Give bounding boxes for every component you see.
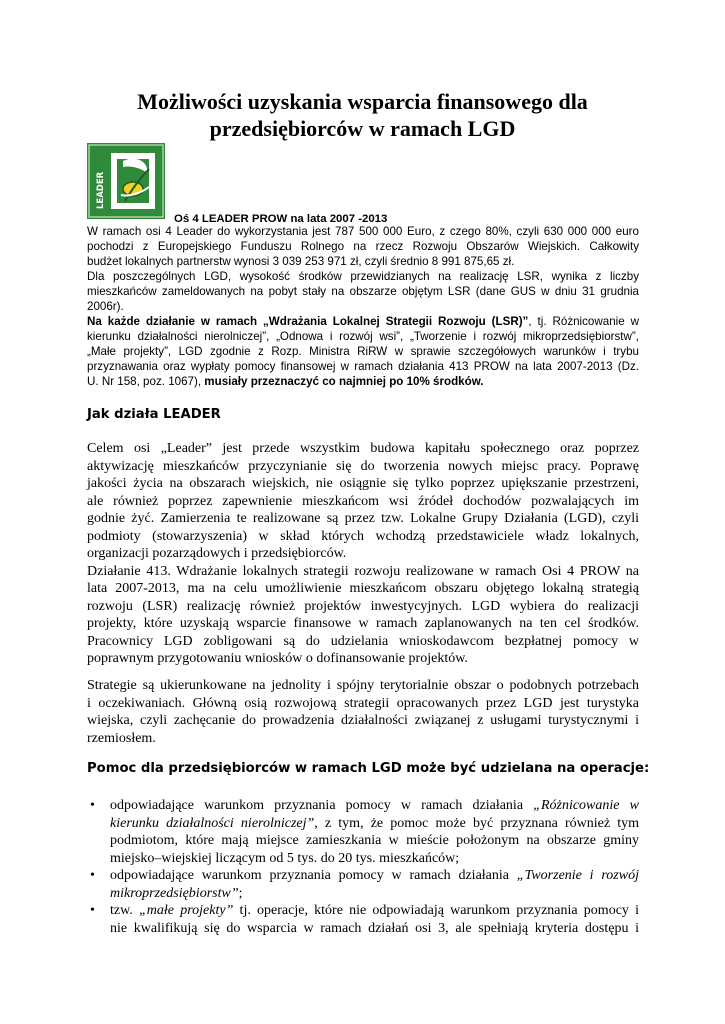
intro-line: [87, 374, 639, 389]
intro-line: W ramach osi 4 Leader do wykorzystania jest 787 500 000 Euro, z czego 80%, czyli 630 000 000 euro: [87, 225, 639, 238]
text-line: [110, 867, 639, 885]
bullet-icon: •: [90, 868, 95, 883]
leader-logo: [87, 143, 165, 219]
text-line: wiejska, czyli zachęcanie do prowadzenia działalności związanej z usługami turystycznymi i: [87, 713, 639, 728]
text-line: ale również poprzez zapewnienie mieszkańcom wsi źródeł dochodów pozwalających im: [87, 493, 639, 509]
list-item: [87, 902, 639, 937]
text-run: odpowiadające warunkom przyznania pomocy w ramach działania: [110, 798, 534, 813]
text-run: ;: [238, 885, 243, 901]
intro-text: [87, 224, 639, 389]
text-line: miejsko–wiejskiej liczącym od 5 tys. do 20 tys. mieszkańców;: [110, 850, 460, 866]
text-line: nie kwalifikują się do wsparcia w ramach działań osi 3, ale spełniają kryteria dostępu i: [110, 920, 639, 936]
intro-line: pochodzi z Europejskiego Funduszu Rolnego na rzecz Rozwoju Obszarów Wiejskich. Całkowity: [87, 240, 639, 253]
text-line: [110, 902, 639, 920]
text-line: aktywizację mieszkańców przyczynianie się do tworzenia nowych miejsc pracy. Poprawę: [87, 458, 639, 474]
page-title: [80, 88, 645, 142]
text-line: projekty, które uzyskają wsparcie finansowe w ramach zaplanowanych na ten cel środków.: [87, 616, 639, 631]
measure-name: „małe projekty”: [139, 903, 234, 918]
program-subtitle: Oś 4 LEADER PROW na lata 2007 -2013: [174, 213, 388, 225]
text-run: tzw.: [110, 903, 140, 918]
measure-name: mikroprzedsiębiorstw”: [110, 885, 239, 901]
intro-line: kierunku działalności nierolniczej”, „Odnowa i rozwój wsi”, „Tworzenie i rozwój mikroprzedsiębiorstw”,: [87, 330, 639, 343]
text-line: Pracownicy LGD zobligowani są do udzielania wnioskodawcom bezpłatnej pomocy w: [87, 633, 639, 649]
title-line-2: przedsiębiorców w ramach LGD: [209, 116, 516, 141]
text-line: organizacji pozarządowych i przedsiębiorców.: [87, 546, 347, 561]
strategy-paragraph: [87, 677, 639, 747]
text-line: podmioty (stowarzyszenia) w skład których wchodzą przedstawiciele władz lokalnych,: [87, 528, 639, 544]
text-line: Strategie są ukierunkowane na jednolity i spójny terytorialnie obszar o podobnych potrzebach: [87, 678, 639, 693]
text-line: godnie żyć. Zamierzenia te realizowane są przez tzw. Lokalne Grupy Działania (LGD), czyli: [87, 511, 639, 526]
section-heading-support: Pomoc dla przedsiębiorców w ramach LGD może być udzielana na operacje:: [87, 761, 650, 776]
measure-name: kierunku działalności nierolniczej”: [110, 815, 315, 831]
list-item: [87, 797, 639, 867]
intro-line-rest: , tj. Różnicowanie w: [528, 315, 639, 328]
text-line: [110, 797, 639, 815]
operations-list: [87, 797, 639, 937]
text-line: poprawnym przygotowaniu wniosków o dofinansowanie projektów.: [87, 651, 468, 666]
min-funds-emphasis: musiały przeznaczyć co najmniej po 10% środków.: [204, 375, 484, 388]
bullet-icon: •: [90, 903, 95, 918]
title-line-1: Możliwości uzyskania wsparcia finansowego dla: [137, 89, 588, 114]
text-line: Działanie 413. Wdrażanie lokalnych strategii rozwoju realizowane w ramach Osi 4 PROW na: [87, 563, 639, 579]
text-run: , z tym, że pomoc może być przyznana również tym: [314, 815, 639, 831]
intro-line: Dla poszczególnych LGD, wysokość środków przewidzianych na realizację LSR, wynika z liczby: [87, 270, 639, 283]
intro-line: przyznawania oraz wypłaty pomocy finansowej w ramach działania 413 PROW na lata 2007-2013 (Dz.: [87, 360, 639, 373]
text-line: rozwoju (LSR) realizację również projektów inwestycyjnych. LGD wybiera do realizacji: [87, 598, 639, 614]
text-run: tj. operacje, które nie odpowiadają warunkom przyznania pomocy i: [233, 903, 639, 918]
text-line: [110, 815, 639, 833]
text-line: [110, 885, 639, 903]
intro-line: „Małe projekty”, LGD zgodnie z Rozp. Ministra RiRW w sprawie szczegółowych warunków i trybu: [87, 345, 639, 358]
intro-line: 2006r).: [87, 300, 124, 313]
logo-text: LEADER: [96, 171, 106, 209]
text-line: lata 2007-2013, ma na celu umożliwienie mieszkańcom obszaru objętego lokalną strategią: [87, 581, 639, 596]
measure-name: „Tworzenie i rozwój: [516, 868, 639, 883]
text-line: rzemiosłem.: [87, 730, 156, 746]
intro-line: [87, 314, 639, 329]
bullet-icon: •: [90, 798, 95, 813]
text-line: jakości życia na obszarach wiejskich, nie osiągnie się tylko poprzez upiększanie przestrzeni,: [87, 476, 639, 491]
text-line: podmiotom, które mają miejsce zamieszkania w mieście położonym na obszarze gminy: [110, 833, 639, 848]
text-run: odpowiadające warunkom przyznania pomocy w ramach działania: [110, 868, 517, 883]
legal-reference: U. Nr 158, poz. 1067),: [87, 375, 205, 388]
leader-description: [87, 440, 639, 668]
text-line: i oczekiwaniach. Główną osią rozwojową strategii opracowanych przez LGD jest turystyka: [87, 695, 639, 711]
lsr-emphasis: Na każde działanie w ramach „Wdrażania Lokalnej Strategii Rozwoju (LSR)”: [87, 315, 529, 328]
measure-name: „Różnicowanie w: [533, 798, 639, 813]
intro-line: budżet lokalnych partnerstw wynosi 3 039 253 971 zł, czyli średnio 8 991 875,65 zł.: [87, 255, 515, 268]
text-line: Celem osi „Leader” jest przede wszystkim budowa kapitału społecznego oraz poprzez: [87, 441, 639, 456]
section-heading-leader: Jak działa LEADER: [87, 407, 221, 422]
intro-line: mieszkańców zameldowanych na pobyt stały na obszarze objętym LSR (dane GUS w dniu 31 grudnia: [87, 285, 639, 298]
list-item: [87, 867, 639, 902]
